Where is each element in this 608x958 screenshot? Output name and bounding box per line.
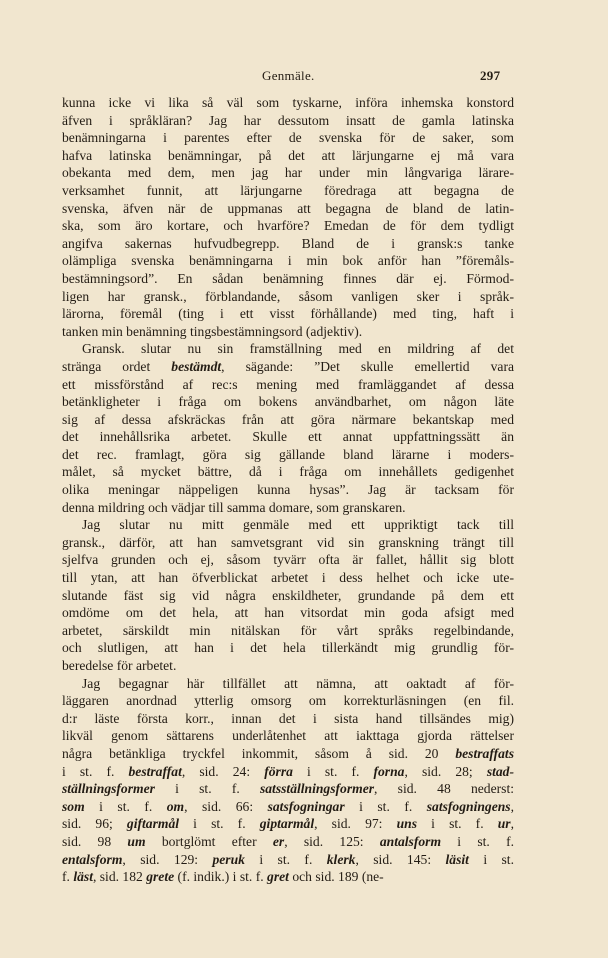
text-line <box>62 358 514 376</box>
text-line <box>62 833 514 851</box>
text-line <box>62 657 514 675</box>
text-line <box>62 164 514 182</box>
text-line <box>62 710 514 728</box>
text-run: bestämningsord”. En sådan benämning finnes där ej. Förmod- <box>62 270 514 286</box>
text-line <box>62 463 514 481</box>
text-run: Gransk. slutar nu sin framställning med en mildring af det <box>82 341 514 357</box>
text-run: ett missförstånd af rec:s mening med framläggandet af dessa <box>62 376 514 392</box>
text-line <box>62 569 514 587</box>
text-run: , sid. 125: <box>284 833 380 849</box>
emphasized-word: förra <box>264 763 293 779</box>
text-run: omdöme om det hela, att han vitsordat min goda afsigt med <box>62 605 514 621</box>
text-line <box>62 639 514 657</box>
emphasized-word: ur <box>497 816 511 832</box>
text-run: i st. f. <box>292 763 374 779</box>
text-run: i st. f. <box>244 851 327 867</box>
text-line <box>62 481 514 499</box>
text-run: i st. f. <box>84 798 167 814</box>
emphasized-word: satsställningsformer <box>259 781 375 797</box>
text-run: , sid. 24: <box>181 763 265 779</box>
text-run: arbetet, särskildt min nitälskan för vårt språks regelbindande, <box>62 622 514 638</box>
text-run: lärorna, föremål (ting i ett visst förhållande) med ting, haft i <box>62 306 514 322</box>
text-line <box>62 868 514 886</box>
emphasized-word: giftarmål <box>126 816 180 832</box>
body-text <box>62 94 514 886</box>
emphasized-word: bestämdt <box>171 358 222 374</box>
text-line <box>62 745 514 763</box>
text-line <box>62 446 514 464</box>
emphasized-word: grete <box>146 869 175 885</box>
text-run: några betänkliga tryckfel inkommit, såsom å sid. 20 <box>62 745 456 761</box>
text-run: i st. <box>468 851 514 867</box>
text-line <box>62 798 514 816</box>
emphasized-word: om <box>166 798 185 814</box>
text-run: och sid. 189 (ne- <box>288 869 384 885</box>
emphasized-word: klerk <box>326 851 356 867</box>
emphasized-word: peruk <box>212 851 245 867</box>
text-line <box>62 516 514 534</box>
text-run: målet, så mycket bättre, då i fråga om innehållets gedigenhet <box>62 464 514 480</box>
text-line <box>62 270 514 288</box>
text-line <box>62 499 514 517</box>
text-run: i st. f. <box>179 816 260 832</box>
text-run: ligen har gransk., förblandande, såsom vanligen sker i språk- <box>62 288 514 304</box>
text-run: likväl genom sättarens underlåtenhet att iakttaga gjorda rättelser <box>62 728 514 744</box>
text-line <box>62 763 514 781</box>
text-line <box>62 692 514 710</box>
text-run: hafva latinska benämningar, på det att lärjungarne ej må vara <box>62 147 514 163</box>
emphasized-word: giptarmål <box>259 816 315 832</box>
text-line <box>62 288 514 306</box>
emphasized-word: läst <box>73 869 93 885</box>
text-run: svenska, äfven när de uppmanas att begagna de bland de latin- <box>62 200 514 216</box>
text-run: i st. f. <box>154 781 260 797</box>
text-line <box>62 534 514 552</box>
text-run: benämningarna i parentes efter de svenska för de saker, som <box>62 130 514 146</box>
emphasized-word: bestraffats <box>455 745 514 761</box>
emphasized-word: stad- <box>486 763 514 779</box>
text-run: sid. 98 <box>62 833 128 849</box>
emphasized-word: gret <box>267 869 289 885</box>
text-run: , sid. 28; <box>404 763 487 779</box>
text-run: f. <box>62 869 74 885</box>
text-run: kunna icke vi lika så väl som tyskarne, införa inhemska konstord <box>62 95 514 110</box>
text-run: , sid. 66: <box>184 798 268 814</box>
text-run: Jag slutar nu mitt genmäle med ett uppriktigt tack till <box>82 517 514 533</box>
text-run: i st. f. <box>441 833 514 849</box>
text-run: olämpliga svenska benämningarna i min bok anför han ”föremåls- <box>62 253 514 269</box>
text-line <box>62 411 514 429</box>
text-line <box>62 147 514 165</box>
emphasized-word: antalsform <box>379 833 442 849</box>
text-line <box>62 393 514 411</box>
emphasized-word: bestraffat <box>128 763 182 779</box>
emphasized-word: um <box>127 833 146 849</box>
text-run: , sid. 145: <box>355 851 446 867</box>
emphasized-word: satsfogningar <box>267 798 345 814</box>
text-run: , sid. 48 nederst: <box>374 781 514 797</box>
text-run: det rec. framlagt, göra sig gällande bland lärarne i moders- <box>62 446 514 462</box>
text-run: , sägande: ”Det skulle emellertid vara <box>221 358 514 374</box>
text-run: äfven i språkläran? Jag har dessutom insatt de gamla latinska <box>62 112 514 128</box>
text-line <box>62 727 514 745</box>
text-line <box>62 604 514 622</box>
text-line <box>62 376 514 394</box>
text-line <box>62 551 514 569</box>
text-line <box>62 340 514 358</box>
text-run: i st. f. <box>417 816 498 832</box>
text-run: , sid. 182 <box>92 869 147 885</box>
emphasized-word: ställningsformer <box>62 781 155 797</box>
emphasized-word: entalsform <box>62 851 123 867</box>
text-line <box>62 252 514 270</box>
text-line <box>62 622 514 640</box>
text-line <box>62 780 514 798</box>
text-run: , <box>510 798 514 814</box>
text-line <box>62 217 514 235</box>
text-run: d:r läste första korr., innan det i sista hand tillsändes mig) <box>62 710 514 726</box>
text-run: betänkligheter i fråga om bokens användbarhet, om någon läte <box>62 394 514 410</box>
text-run: läggaren anordnad ytterlig omsorg om korrekturläsningen (en fil. <box>62 693 514 709</box>
text-run: , sid. 129: <box>122 851 213 867</box>
emphasized-word: läsit <box>445 851 469 867</box>
text-line <box>62 675 514 693</box>
text-run: sid. 96; <box>62 816 127 832</box>
emphasized-word: satsfogningens <box>426 798 511 814</box>
text-run: gransk., därför, att han samvetsgrant vid sin granskning trängt till <box>62 534 514 550</box>
text-run: beredelse för arbetet. <box>62 658 177 673</box>
emphasized-word: uns <box>396 816 418 832</box>
text-run: stränga ordet <box>62 358 172 374</box>
text-run: sjelfva grunden och ej, såsom tyvärr ofta är fallet, hållit sig blott <box>62 552 514 568</box>
text-line <box>62 851 514 869</box>
text-line <box>62 815 514 833</box>
text-run: sig af dessa afskräckas från att göra närmare bekantskap med <box>62 411 514 427</box>
text-line <box>62 323 514 341</box>
text-run: , <box>510 816 514 832</box>
text-run: ska, som äro kortare, och hvarföre? Emedan de för dem tydligt <box>62 218 514 234</box>
text-line <box>62 200 514 218</box>
text-line <box>62 182 514 200</box>
text-run: denna mildring och vädjar till samma domare, som granskaren. <box>62 499 406 515</box>
text-run: till ytan, att han öfverblickat arbetet i dess helhet och icke ute- <box>62 570 514 586</box>
text-run: obekanta med dem, men jag har under min långvariga lärare- <box>62 165 514 181</box>
text-line <box>62 587 514 605</box>
text-line <box>62 94 514 112</box>
text-run: olika meningar näppeligen kunna hysas”. Jag är tacksam för <box>62 482 514 498</box>
text-run: angifva sakernas hufvudbegrepp. Bland de i gransk:s tanke <box>62 235 514 251</box>
text-run: tanken min benämning tingsbestämningsord (adjektiv). <box>62 323 363 339</box>
text-run: (f. indik.) i st. f. <box>174 869 268 885</box>
text-run: Jag begagnar här tillfället att nämna, att oaktadt af för- <box>82 675 514 691</box>
text-line <box>62 112 514 130</box>
text-line <box>62 305 514 323</box>
running-title: Genmäle. <box>262 68 315 83</box>
text-run: det innehållsrika arbetet. Skulle ett annat uppfattningssätt än <box>62 429 514 445</box>
emphasized-word: som <box>62 798 85 814</box>
text-line <box>62 129 514 147</box>
running-header <box>0 68 608 86</box>
text-run: och slutligen, att han i det hela tillerkändt mig grundlig för- <box>62 640 514 656</box>
text-run: slutande fäst sig vid några enskildheter, grundande på dem ett <box>62 587 514 603</box>
text-line <box>62 428 514 446</box>
emphasized-word: er <box>272 833 285 849</box>
emphasized-word: forna <box>373 763 405 779</box>
text-line <box>62 235 514 253</box>
text-run: i st. f. <box>344 798 427 814</box>
page-number: 297 <box>480 68 501 83</box>
text-run: , sid. 97: <box>314 816 397 832</box>
text-run: i st. f. <box>62 763 129 779</box>
text-run: bortglömt efter <box>145 833 273 849</box>
text-run: verksamhet funnit, att lärjungarne föredraga att begagna de <box>62 182 514 198</box>
